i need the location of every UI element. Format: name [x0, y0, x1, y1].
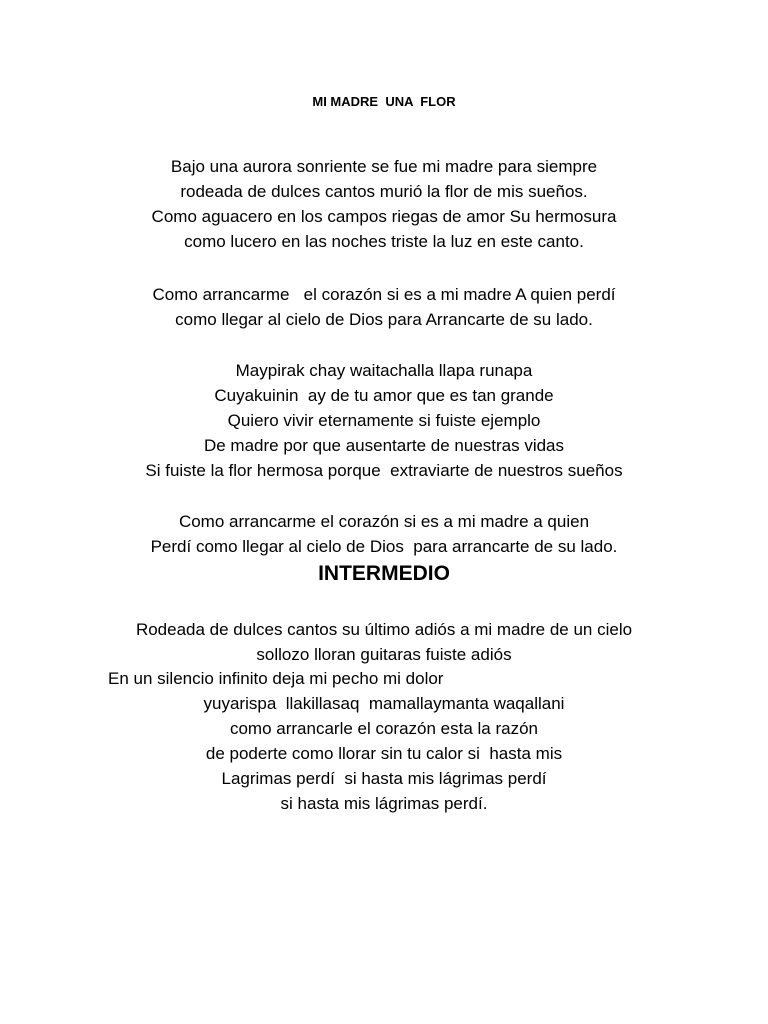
stanza1-line-1: Bajo una aurora sonriente se fue mi madre para siempre [170, 157, 598, 176]
stanza2-line-2: como llegar al cielo de Dios para Arrancarte de su lado. [175, 310, 593, 329]
poem-title: MI MADRE UNA FLOR [312, 94, 456, 109]
stanza5-line-8: si hasta mis lágrimas perdí. [280, 794, 488, 813]
stanza3-line-4: De madre por que ausentarte de nuestras vidas [203, 436, 565, 455]
stanza5-line-1: Rodeada de dulces cantos su último adiós a mi madre de un cielo [135, 620, 633, 639]
stanza2-line-1: Como arrancarme el corazón si es a mi madre A quien perdí [152, 285, 616, 304]
stanza3-line-3: Quiero vivir eternamente si fuiste ejemplo [227, 411, 541, 430]
stanza1-line-2: rodeada de dulces cantos murió la flor de mis sueños. [180, 182, 588, 201]
intermedio-heading: INTERMEDIO [318, 562, 450, 585]
stanza5-line-7: Lagrimas perdí si hasta mis lágrimas perdí [221, 769, 547, 788]
stanza5-line-5: como arrancarle el corazón esta la razón [229, 719, 539, 738]
stanza3-line-1: Maypirak chay waitachalla llapa runapa [235, 361, 533, 380]
stanza4-line-1: Como arrancarme el corazón si es a mi madre a quien [178, 512, 590, 531]
stanza4-line-2: Perdí como llegar al cielo de Dios para arrancarte de su lado. [150, 537, 618, 556]
stanza5-line-4: yuyarispa llakillasaq mamallaymanta waqallani [203, 694, 565, 713]
stanza5-line-3: En un silencio infinito deja mi pecho mi dolor [108, 669, 444, 688]
stanza3-line-2: Cuyakuinin ay de tu amor que es tan grande [214, 386, 554, 405]
stanza1-line-3: Como aguacero en los campos riegas de amor Su hermosura [151, 207, 617, 226]
stanza5-line-6: de poderte como llorar sin tu calor si hasta mis [205, 744, 563, 763]
stanza3-line-5: Si fuiste la flor hermosa porque extraviarte de nuestros sueños [145, 461, 623, 480]
stanza5-line-2: sollozo lloran guitaras fuiste adiós [256, 645, 512, 664]
stanza1-line-4: como lucero en las noches triste la luz en este canto. [184, 232, 584, 251]
